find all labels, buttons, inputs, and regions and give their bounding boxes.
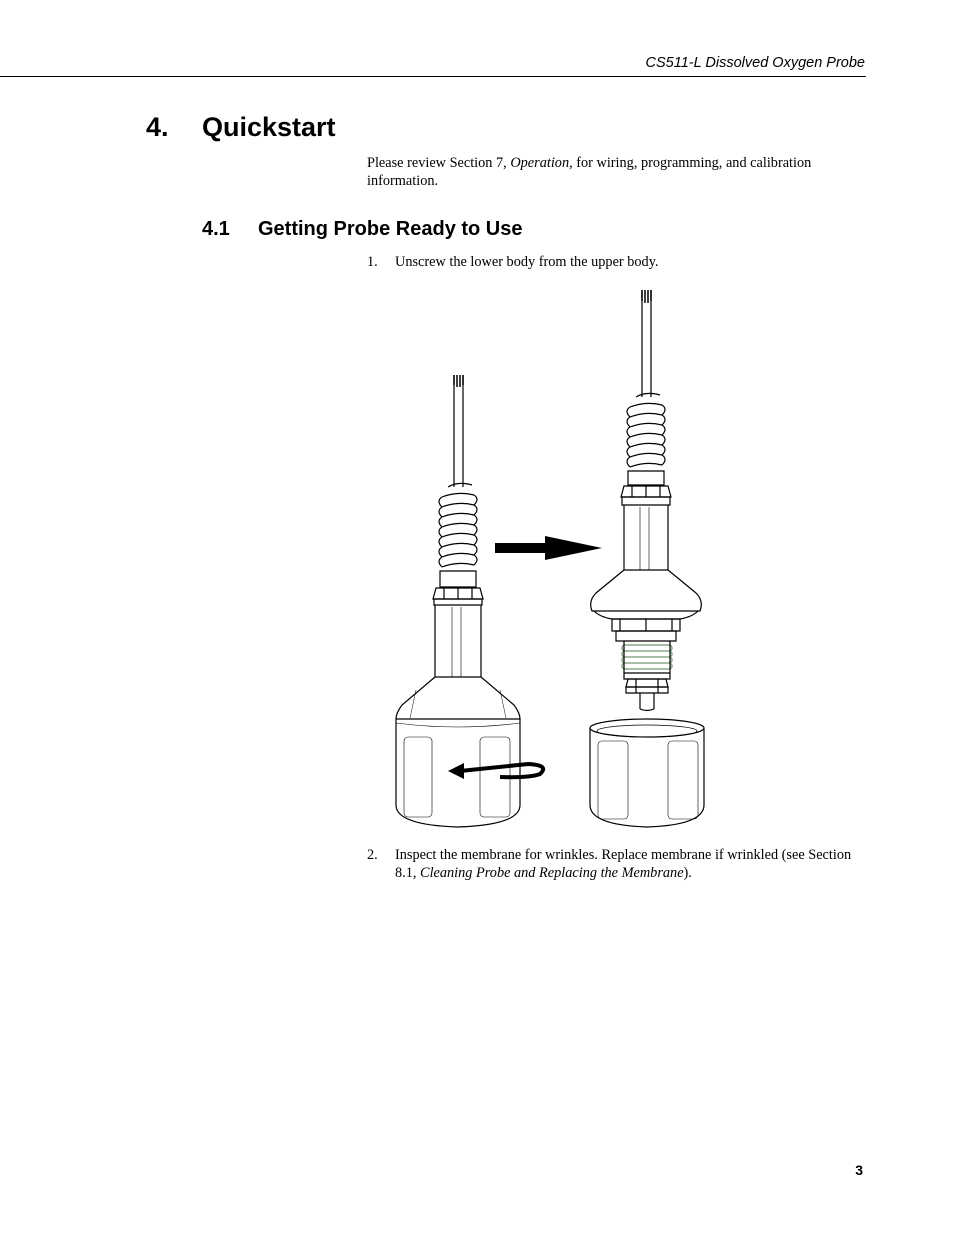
step-1	[367, 253, 862, 271]
step-2-italic-reference: Cleaning Probe and Replacing the Membrane	[420, 865, 684, 881]
right-probe-cone	[591, 570, 702, 619]
section-number: 4.	[146, 112, 169, 142]
right-probe-sensor-tip	[640, 693, 654, 711]
subsection-heading	[202, 218, 523, 241]
intro-italic-reference: Operation	[510, 155, 570, 171]
section-title: Quickstart	[202, 112, 336, 142]
step-2-text-after: ).	[683, 865, 692, 881]
direction-arrow	[495, 536, 602, 560]
step-1-text: Unscrew the lower body from the upper body.	[395, 254, 659, 270]
right-probe-coil	[622, 645, 672, 669]
step-2-text-before: Inspect the membrane for wrinkles. Replace membrane if wrinkled (see Section 8.1,	[395, 847, 852, 881]
page-number: 3	[855, 1162, 863, 1178]
step-2-text	[395, 846, 862, 882]
separated-lower-body-cup	[590, 719, 704, 827]
right-probe-small-nut	[626, 679, 668, 693]
left-probe-cable	[454, 375, 463, 487]
right-probe-spring	[627, 393, 665, 485]
subsection-title: Getting Probe Ready to Use	[258, 218, 523, 240]
right-probe-threaded-base	[612, 619, 680, 641]
running-header-title: CS511-L Dissolved Oxygen Probe	[645, 55, 865, 71]
intro-text-before: Please review Section 7,	[367, 155, 511, 171]
intro-text-after: , for wiring, programming, and calibration information.	[367, 155, 812, 189]
step-2-number: 2.	[367, 847, 378, 863]
left-probe-spring	[439, 483, 477, 587]
right-probe-shaft	[624, 505, 668, 570]
header-rule	[0, 76, 866, 77]
intro-paragraph	[367, 154, 862, 190]
left-probe-shaft	[435, 605, 481, 677]
left-probe-cone	[396, 677, 520, 719]
step-1-number: 1.	[367, 254, 378, 270]
step-2	[367, 846, 862, 882]
section-heading	[146, 112, 336, 143]
left-probe-nut	[433, 588, 483, 605]
right-probe-cable	[642, 290, 651, 397]
subsection-number: 4.1	[202, 218, 230, 240]
probe-disassembly-figure	[380, 285, 725, 835]
unscrew-rotation-arrow	[448, 763, 543, 779]
right-probe-nut	[621, 486, 671, 505]
